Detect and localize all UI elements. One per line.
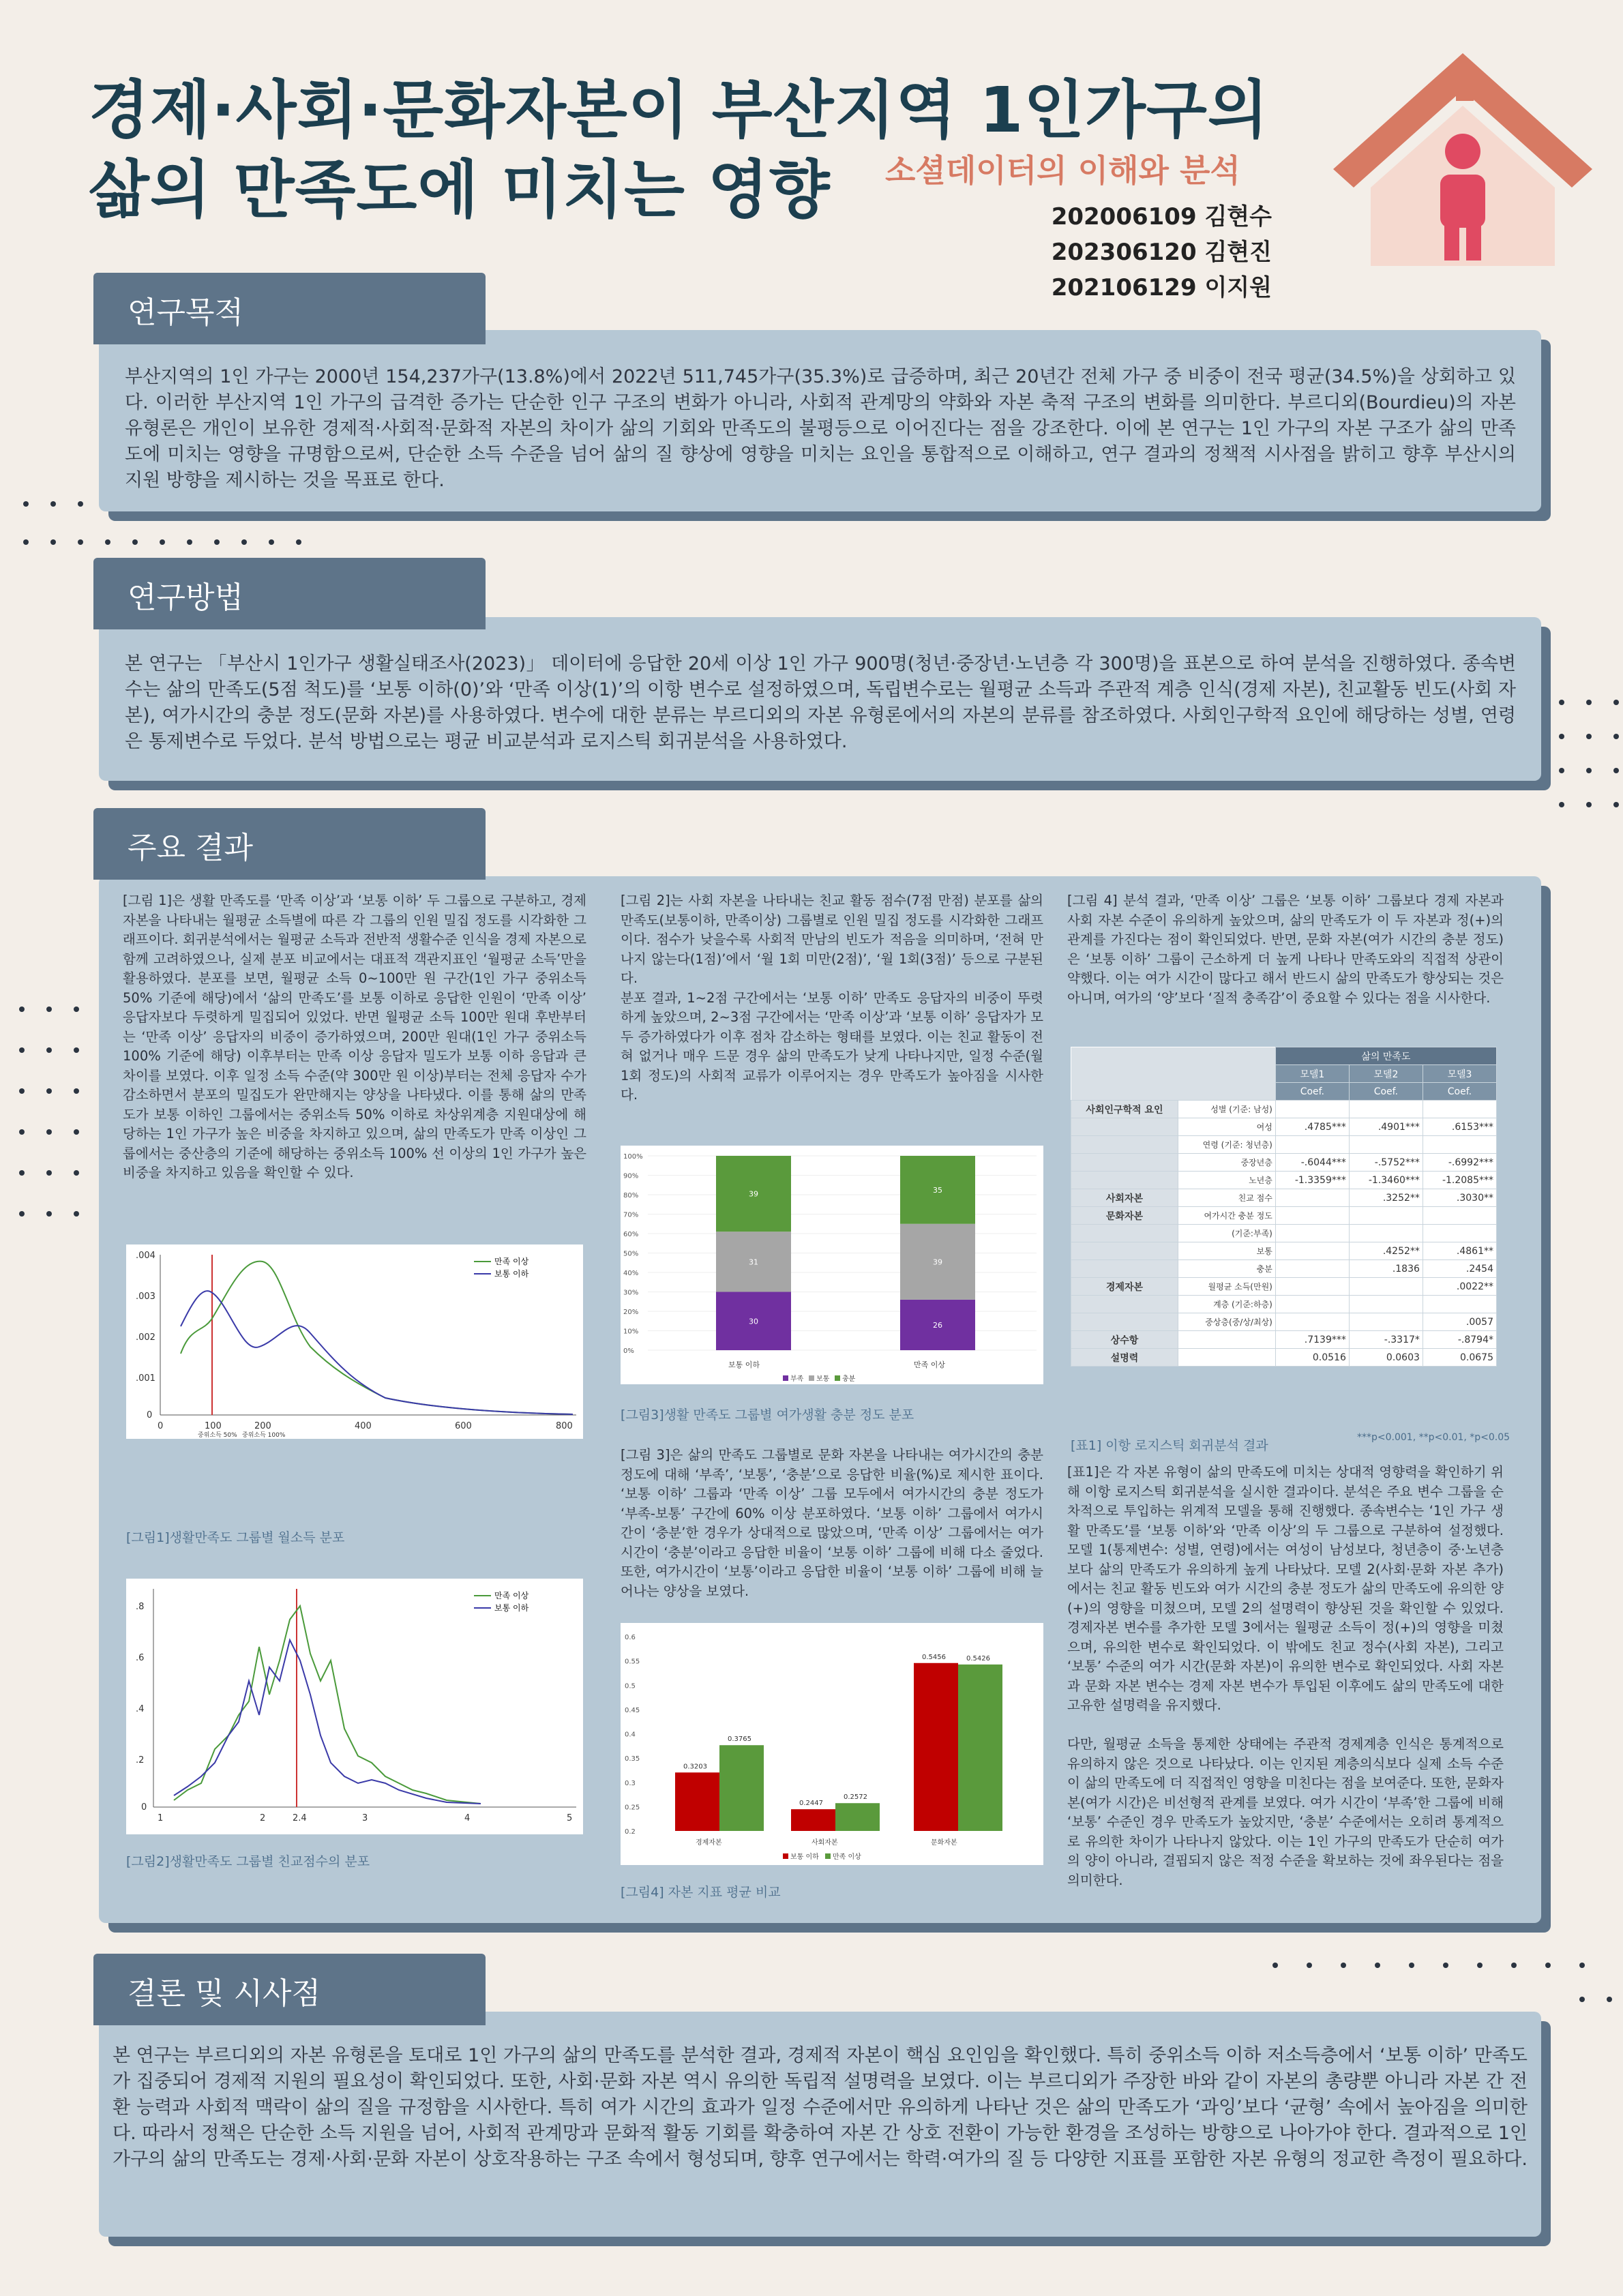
fig2-series-satisfied bbox=[174, 1606, 481, 1804]
table-cell: -1.2085*** bbox=[1423, 1172, 1496, 1189]
table-coef: Coef. bbox=[1423, 1083, 1496, 1101]
table-row bbox=[1071, 1313, 1497, 1331]
table-group bbox=[1071, 1118, 1178, 1136]
fig3-data-label: 35 bbox=[933, 1185, 942, 1195]
table-row bbox=[1071, 1154, 1497, 1172]
table-row bbox=[1071, 1207, 1497, 1225]
poster-subtitle: 소셜데이터의 이해와 분석 bbox=[885, 152, 1240, 189]
fig4-legend: 만족 이상 bbox=[833, 1853, 861, 1861]
fig3-ytick: 0% bbox=[623, 1347, 634, 1355]
table-variable: 중상층(중/상/최상) bbox=[1178, 1313, 1275, 1331]
fig1-xtick: 400 bbox=[355, 1421, 372, 1431]
fig1-legend: 만족 이상 bbox=[494, 1257, 529, 1266]
table-cell: .3030** bbox=[1423, 1189, 1496, 1207]
table-cell: .4785*** bbox=[1275, 1118, 1349, 1136]
table-cell bbox=[1275, 1260, 1349, 1278]
table-cell: .6153*** bbox=[1423, 1118, 1496, 1136]
fig4-bar bbox=[719, 1745, 764, 1831]
table-cell bbox=[1275, 1242, 1349, 1260]
fig2-xtick: 2.4 bbox=[293, 1813, 307, 1823]
fig1-series-satisfied bbox=[181, 1262, 573, 1414]
table-variable: 충분 bbox=[1178, 1260, 1275, 1278]
table-group bbox=[1071, 1260, 1178, 1278]
table-group bbox=[1071, 1242, 1178, 1260]
fig1-ytick: .003 bbox=[136, 1292, 155, 1302]
table-row bbox=[1071, 1101, 1497, 1118]
fig4-ytick: 0.5 bbox=[625, 1682, 636, 1690]
fig4-caption: [그림4] 자본 지표 평균 비교 bbox=[621, 1885, 781, 1900]
fig2-ytick: .8 bbox=[136, 1602, 145, 1612]
fig3-ytick: 50% bbox=[623, 1250, 639, 1258]
table-group bbox=[1071, 1225, 1178, 1242]
fig3-ytick: 20% bbox=[623, 1309, 639, 1316]
table1-caption: [표1] 이항 로지스틱 회귀분석 결과 bbox=[1071, 1438, 1268, 1453]
table-cell bbox=[1349, 1313, 1423, 1331]
fig1-series-normal bbox=[181, 1291, 573, 1414]
table-variable: (기준:부족) bbox=[1178, 1225, 1275, 1242]
table-cell bbox=[1275, 1296, 1349, 1313]
table-row bbox=[1071, 1189, 1497, 1207]
fig1-svg bbox=[126, 1244, 583, 1439]
table-variable: 성별 (기준: 남성) bbox=[1178, 1101, 1275, 1118]
fig3-legend: 보통 bbox=[816, 1375, 830, 1383]
table-variable: 여가시간 충분 정도 bbox=[1178, 1207, 1275, 1225]
table-variable bbox=[1178, 1331, 1275, 1349]
table-cell: .4901*** bbox=[1349, 1118, 1423, 1136]
fig4-legend: 보통 이하 bbox=[790, 1853, 819, 1861]
purpose-heading: 연구목적 bbox=[93, 273, 486, 344]
fig4-data-label: 0.5456 bbox=[922, 1653, 946, 1661]
table-variable: 노년층 bbox=[1178, 1172, 1275, 1189]
table-cell: .2454 bbox=[1423, 1260, 1496, 1278]
poster-title-line1: 경제·사회·문화자본이 부산지역 1인가구의 bbox=[89, 74, 1269, 147]
table-variable: 여성 bbox=[1178, 1118, 1275, 1136]
fig4-ytick: 0.35 bbox=[625, 1755, 640, 1763]
table-row bbox=[1071, 1260, 1497, 1278]
decorative-dots bbox=[14, 1002, 89, 1234]
conclusion-text: 본 연구는 부르디외의 자본 유형론을 토대로 1인 가구의 삶의 만족도를 분석한 결과, 경제적 자본이 핵심 요인임을 확인했다. 특히 중위소득 이하 저소득층에서 ‘보통 이하’ 만족도가 집중되어 경제적 지원의 필요성이 확인되었다. 또한, 사회·문화 자본 역시 유의한 독립적 설명력을 보였다. 이는 부르디외가 주장한 바와 같이 자본의 총량뿐 아니라 자본 간 전환 능력과 사회적 맥락이 삶의 질을 규정함을 시사한다. 특히 여가 시간의 효과가 일정 수준에서만 유의하게 나타난 것은 삶의 만족도가 ‘과잉’보다 ‘균형’ 속에서 높아짐을 의미한다. 따라서 정책은 단순한 소득 지원을 넘어, 사회적 관계망과 문화적 활동 기회를 확충하여 자본 간 상호 전환이 가능한 환경을 조성하는 방향으로 나아가야 한다. 결과적으로 1인 가구의 삶의 만족도는 경제·사회·문화 자본이 상호작용하는 구조 속에서 형성되며, 향후 연구에서는 학력·여가의 질 등 다양한 지표를 포함한 자본 유형의 정교한 측정이 필요하다. bbox=[113, 2045, 1528, 2170]
table-cell bbox=[1275, 1189, 1349, 1207]
table-row bbox=[1071, 1136, 1497, 1154]
table-model: 모델2 bbox=[1349, 1065, 1423, 1083]
fig2-xtick: 2 bbox=[260, 1813, 266, 1823]
fig3-ytick: 60% bbox=[623, 1231, 639, 1238]
fig1-ytick: .002 bbox=[136, 1332, 155, 1343]
table-cell: -.5752*** bbox=[1349, 1154, 1423, 1172]
fig1-annot: 중위소득 50% bbox=[198, 1432, 237, 1439]
fig4-bar bbox=[914, 1663, 958, 1831]
fig2-caption: [그림2]생활만족도 그룹별 친교점수의 분포 bbox=[126, 1854, 370, 1869]
table-cell bbox=[1275, 1225, 1349, 1242]
fig4-ytick: 0.25 bbox=[625, 1804, 640, 1812]
fig1-ytick: 0 bbox=[147, 1410, 153, 1420]
fig4-chart bbox=[621, 1623, 1043, 1865]
table-cell bbox=[1349, 1136, 1423, 1154]
fig1-xtick: 600 bbox=[455, 1421, 472, 1431]
fig3-ytick: 40% bbox=[623, 1270, 639, 1277]
fig4-xtick: 문화자본 bbox=[931, 1839, 957, 1847]
author-2: 202306120 김현진 bbox=[1051, 239, 1272, 266]
fig3-legend: 부족 bbox=[790, 1375, 804, 1383]
table-cell: .0057 bbox=[1423, 1313, 1496, 1331]
decorative-dots bbox=[1268, 1957, 1623, 2012]
table-group bbox=[1071, 1136, 1178, 1154]
purpose-panel bbox=[99, 330, 1541, 511]
fig3-data-label: 31 bbox=[749, 1257, 758, 1267]
table-cell: .1836 bbox=[1349, 1260, 1423, 1278]
table-cell bbox=[1275, 1101, 1349, 1118]
fig4-data-label: 0.2572 bbox=[844, 1793, 867, 1802]
fig4-ytick: 0.45 bbox=[625, 1706, 640, 1714]
fig4-xtick: 경제자본 bbox=[696, 1839, 722, 1847]
table-cell: .3252** bbox=[1349, 1189, 1423, 1207]
results-col2b-text: [그림 3]은 삶의 만족도 그룹별로 문화 자본을 나타내는 여가시간의 충분 정도에 대해 ‘부족’, ‘보통’, ‘충분’으로 응답한 비율(%)로 제시한 표이다. ‘보통 이하’ 그룹과 ‘만족 이상’ 그룹 모두에서 여가시간의 충분 정도가 ‘부족-보통’ 구간에 60% 이상 분포하였다. ‘보통 이하’ 그룹에서 여가시간이 ‘충분’한 경우가 상대적으로 많았으며, ‘만족 이상’ 그룹에서는 여가시간이 ‘충분’이라고 응답한 비율이 ‘보통 이하’ 그룹에 비해 다소 줄었다. 또한, 여가시간이 ‘보통’이라고 응답한 비율이 ‘보통 이하’ 그룹에 비해 늘어나는 양상을 보였다. bbox=[621, 1447, 1043, 1599]
fig2-xtick: 5 bbox=[567, 1813, 573, 1823]
fig4-svg bbox=[621, 1623, 1043, 1865]
fig2-xtick: 4 bbox=[464, 1813, 471, 1823]
purpose-text: 부산지역의 1인 가구는 2000년 154,237가구(13.8%)에서 2022년 511,745가구(35.3%)로 급증하며, 최근 20년간 전체 가구 중 비중이 전국 평균(34.5%)을 상회하고 있다. 이러한 부산지역 1인 가구의 급격한 증가는 단순한 인구 구조의 변화가 아니라, 사회적 관계망의 약화와 자본 축적 구조의 변화를 의미한다. 부르디외(Bourdieu)의 자본 유형론은 개인이 보유한 경제적·사회적·문화적 자본의 차이가 삶의 기회와 만족도의 불평등으로 이어진다는 점을 강조한다. 이에 본 연구는 1인 가구의 자본 구조가 삶의 만족도에 미치는 영향을 규명함으로써, 단순한 소득 수준을 넘어 삶의 질 향상에 영향을 미치는 요인을 통합적으로 이해하고, 연구 결과의 정책적 시사점을 밝히고 향후 부산시의 지원 방향을 제시하는 것을 목표로 한다. bbox=[125, 366, 1516, 491]
table-cell: .4252** bbox=[1349, 1242, 1423, 1260]
method-heading: 연구방법 bbox=[93, 558, 486, 629]
table-cell: -.6992*** bbox=[1423, 1154, 1496, 1172]
table-cell bbox=[1423, 1296, 1496, 1313]
fig4-data-label: 0.5426 bbox=[966, 1654, 990, 1663]
table-group bbox=[1071, 1296, 1178, 1313]
table-cell: -1.3460*** bbox=[1349, 1172, 1423, 1189]
fig3-data-label: 26 bbox=[933, 1320, 942, 1330]
fig1-xtick: 800 bbox=[556, 1421, 573, 1431]
fig4-ytick: 0.6 bbox=[625, 1634, 636, 1641]
results-panel bbox=[99, 876, 1541, 1923]
table-cell: -.3317* bbox=[1349, 1331, 1423, 1349]
table-cell: 0.0603 bbox=[1349, 1349, 1423, 1367]
fig3-xtick: 만족 이상 bbox=[914, 1360, 946, 1369]
author-3: 202106129 이지원 bbox=[1051, 274, 1272, 301]
table-cell bbox=[1349, 1296, 1423, 1313]
table-variable: 보통 bbox=[1178, 1242, 1275, 1260]
table-cell: -.8794* bbox=[1423, 1331, 1496, 1349]
table-cell bbox=[1423, 1207, 1496, 1225]
fig2-ytick: .6 bbox=[136, 1653, 145, 1663]
fig1-ytick: .004 bbox=[136, 1251, 155, 1261]
table-cell: -.6044*** bbox=[1275, 1154, 1349, 1172]
table-variable: 중장년층 bbox=[1178, 1154, 1275, 1172]
table-model: 모델3 bbox=[1423, 1065, 1496, 1083]
table-group: 상수항 bbox=[1071, 1331, 1178, 1349]
table-coef: Coef. bbox=[1275, 1083, 1349, 1101]
table-group bbox=[1071, 1313, 1178, 1331]
table-cell bbox=[1423, 1101, 1496, 1118]
fig2-ytick: .2 bbox=[136, 1755, 145, 1765]
fig1-annot: 중위소득 100% bbox=[242, 1432, 286, 1439]
poster-title-line2: 삶의 만족도에 미치는 영향 bbox=[89, 153, 831, 226]
fig4-bar bbox=[958, 1665, 1002, 1831]
fig1-chart bbox=[126, 1244, 583, 1439]
fig2-xtick: 3 bbox=[362, 1813, 368, 1823]
table-group: 사회자본 bbox=[1071, 1189, 1178, 1207]
table-variable: 계층 (기준:하층) bbox=[1178, 1296, 1275, 1313]
results-col1-text: [그림 1]은 생활 만족도를 ‘만족 이상’과 ‘보통 이하’ 두 그룹으로 구분하고, 경제 자본을 나타내는 월평균 소득별에 따른 각 그룹의 인원 밀집 정도를 시각화한 그래프이다. 회귀분석에서는 월평균 소득과 전반적 생활수준 인식을 경제 자본으로 함께 고려하였으나, 실제 분포 비교에서는 대표적 객관지표인 ‘월평균 소득’만을 활용하였다. 분포를 보면, 월평균 소득 0~100만 원 구간(1인 가구 중위소득 50% 기준에 해당)에서 ‘삶의 만족도’를 보통 이하로 응답한 인원이 ‘만족 이상’ 응답자보다 두렷하게 밀집되어 있었다. 반면 월평균 소득 100만 원대 후반부터는 ‘만족 이상’ 응답자의 비중이 증가하였으며, 200만 원대(1인 가구 중위소득 100% 기준에 해당) 이후부터는 만족 이상 응답자 밀도가 보통 이하 응답과 큰 차이를 보였다. 이후 일정 소득 수준(약 300만 원 이상)부터는 전체 응답자 수가 감소하면서 분포의 밀집도가 완만해지는 양상을 나타냈다. 이를 통해 삶의 만족도가 보통 이하인 그룹에서는 중위소득 50% 이하로 차상위계층 지원대상에 해당하는 1인 가구가 높은 비중을 차지하고 있으며, 삶의 만족도가 만족 이상인 그룹에서는 중산층의 기준에 해당하는 중위소득 100% 선 이상의 1인 가구가 높은 비중을 차지하고 있음을 확인할 수 있다. bbox=[123, 893, 586, 1180]
fig2-ytick: 0 bbox=[141, 1802, 147, 1813]
author-1: 202006109 김현수 bbox=[1051, 203, 1272, 230]
fig1-xtick: 100 bbox=[205, 1421, 222, 1431]
table-variable bbox=[1178, 1349, 1275, 1367]
fig4-ytick: 0.3 bbox=[625, 1779, 636, 1787]
fig1-legend: 보통 이하 bbox=[494, 1269, 529, 1279]
fig3-ytick: 30% bbox=[623, 1289, 639, 1297]
table-cell bbox=[1275, 1207, 1349, 1225]
fig4-bar bbox=[791, 1809, 835, 1831]
table-cell bbox=[1349, 1207, 1423, 1225]
fig1-xtick: 0 bbox=[158, 1421, 164, 1431]
fig2-legend: 만족 이상 bbox=[494, 1591, 529, 1600]
table-cell: 0.0516 bbox=[1275, 1349, 1349, 1367]
table-cell bbox=[1423, 1225, 1496, 1242]
fig3-data-label: 39 bbox=[749, 1189, 758, 1199]
table-variable: 연령 (기준: 청년층) bbox=[1178, 1136, 1275, 1154]
table-cell bbox=[1349, 1278, 1423, 1296]
table-group: 문화자본 bbox=[1071, 1207, 1178, 1225]
fig3-legend: 충분 bbox=[842, 1375, 856, 1383]
fig3-ytick: 70% bbox=[623, 1211, 639, 1219]
decorative-dots bbox=[1548, 689, 1623, 818]
fig4-ytick: 0.4 bbox=[625, 1731, 636, 1739]
fig3-ytick: 80% bbox=[623, 1192, 639, 1199]
table-variable: 월평균 소득(만원) bbox=[1178, 1278, 1275, 1296]
fig2-chart bbox=[126, 1579, 583, 1834]
fig4-bar bbox=[835, 1803, 880, 1831]
table-row bbox=[1071, 1225, 1497, 1242]
fig3-data-label: 39 bbox=[933, 1257, 942, 1267]
fig2-series-normal bbox=[174, 1640, 481, 1804]
table-row bbox=[1071, 1278, 1497, 1296]
fig3-xtick: 보통 이하 bbox=[728, 1360, 760, 1369]
fig2-ytick: .4 bbox=[136, 1704, 145, 1714]
table-cell bbox=[1275, 1278, 1349, 1296]
table-group: 경제자본 bbox=[1071, 1278, 1178, 1296]
fig3-data-label: 30 bbox=[749, 1317, 758, 1326]
fig1-ytick: .001 bbox=[136, 1373, 155, 1384]
conclusion-heading: 결론 및 시사점 bbox=[93, 1954, 486, 2025]
fig1-xtick: 200 bbox=[254, 1421, 271, 1431]
fig2-xtick: 1 bbox=[158, 1813, 164, 1823]
conclusion-panel bbox=[99, 2012, 1541, 2237]
table-cell bbox=[1349, 1101, 1423, 1118]
table-cell: .4861** bbox=[1423, 1242, 1496, 1260]
fig3-chart bbox=[621, 1146, 1043, 1384]
table-cell: .0022** bbox=[1423, 1278, 1496, 1296]
table-cell: 0.0675 bbox=[1423, 1349, 1496, 1367]
results-heading: 주요 결과 bbox=[93, 808, 486, 880]
table-header: 삶의 만족도 bbox=[1275, 1047, 1496, 1065]
table-model: 모델1 bbox=[1275, 1065, 1349, 1083]
fig3-ytick: 10% bbox=[623, 1328, 639, 1336]
house-person-icon bbox=[1323, 48, 1603, 273]
fig4-ytick: 0.2 bbox=[625, 1828, 636, 1836]
fig2-svg bbox=[126, 1579, 583, 1834]
fig4-bar bbox=[675, 1772, 719, 1831]
fig3-svg bbox=[621, 1146, 1043, 1384]
table-row bbox=[1071, 1331, 1497, 1349]
table-cell bbox=[1275, 1136, 1349, 1154]
table-cell bbox=[1423, 1136, 1496, 1154]
table-variable: 친교 점수 bbox=[1178, 1189, 1275, 1207]
results-col3b-text: [표1]은 각 자본 유형이 삶의 만족도에 미치는 상대적 영향력을 확인하기 위해 이항 로지스틱 회귀분석을 실시한 결과이다. 분석은 주요 변수 그룹을 순차적으로 투입하는 위계적 모델을 통해 진행했다. 종속변수는 ‘1인 가구 생활 만족도’를 ‘보통 이하’와 ‘만족 이상’의 두 그룹으로 구분하여 설정했다. 모델 1(통제변수: 성별, 연령)에서는 여성이 남성보다, 청년층이 중·노년층보다 삶의 만족도가 유의하게 높게 나타났다. 모델 2(사회·문화 자본 추가)에서는 친교 활동 빈도와 여가 시간의 충분 정도가 삶의 만족도에 유의한 양(+)의 영향을 미쳤으며, 모델 2의 설명력이 향상된 것을 확인할 수 있었다. 경제자본 변수를 추가한 모델 3에서는 월평균 소득이 정(+)의 영향을 미쳤으며, 유의한 변수로 확인되었다. 이 밖에도 친교 정수(사회 자본), 그리고 ‘보통’ 수준의 여가 시간(문화 자본)이 유의한 변수로 확인되었다. 사회 자본과 문화 자본 변수는 경제 자본 변수가 투입된 이후에도 삶의 만족도에 대한 고유한 설명력을 유지했다. 다만, 월평균 소득을 통제한 상태에는 주관적 경제계층 인식은 통계적으로 유의하지 않은 것으로 나타났다. 이는 인지된 계층의식보다 실제 소득 수준이 삶의 만족도에 더 직접적인 영향을 미친다는 점을 보여준다. 또한, 문화자본(여가 시간)은 비선형적 관계를 보였다. 여가 시간이 ‘부족’한 그룹에 비해 ‘보통’ 수준인 경우 만족도가 높았지만, ‘충분’ 수준에서는 오히려 통계적으로 유의한 차이가 나타나지 않았다. 이는 1인 가구의 만족도가 단순히 여가의 양이 아니라, 결핍되지 않은 적정 수준을 확보하는 것에 좌우된다는 점을 의미한다. bbox=[1067, 1464, 1504, 1888]
table-group bbox=[1071, 1154, 1178, 1172]
fig4-data-label: 0.3203 bbox=[683, 1763, 707, 1771]
table1-significance: ***p<0.001, **p<0.01, *p<0.05 bbox=[1357, 1432, 1510, 1443]
fig1-caption: [그림1]생활만족도 그룹별 월소득 분포 bbox=[126, 1530, 345, 1545]
method-text: 본 연구는 「부산시 1인가구 생활실태조사(2023)」 데이터에 응답한 20세 이상 1인 가구 900명(청년·중장년·노년층 각 300명)을 표본으로 하여 분석을 진행하였다. 종속변수는 삶의 만족도(5점 척도)를 ‘보통 이하(0)’와 ‘만족 이상(1)’의 이항 변수로 설정하였으며, 독립변수로는 월평균 소득과 주관적 계층 인식(경제 자본), 친교활동 빈도(사회 자본), 여가시간의 충분 정도(문화 자본)를 사용하였다. 변수에 대한 분류는 부르디외의 자본 유형론에서의 자본의 분류를 참조하였다. 사회인구학적 요인에 해당하는 성별, 연령은 통제변수로 두었다. 분석 방법으로는 평균 비교분석과 로지스틱 회귀분석을 사용하였다. bbox=[125, 653, 1516, 752]
table-row bbox=[1071, 1242, 1497, 1260]
fig3-caption: [그림3]생활 만족도 그룹별 여가생활 충분 정도 분포 bbox=[621, 1407, 914, 1422]
fig4-xtick: 사회자본 bbox=[812, 1839, 838, 1847]
table-cell: .7139*** bbox=[1275, 1331, 1349, 1349]
results-col3a-text: [그림 4] 분석 결과, ‘만족 이상’ 그룹은 ‘보통 이하’ 그룹보다 경제 자본과 사회 자본 수준이 유의하게 높았으며, 삶의 만족도가 이 두 자본과 정(+)의 관계를 가진다는 점이 확인되었다. 반면, 문화 자본(여가 시간의 충분 정도)은 ‘보통 이하’ 그룹이 근소하게 더 높게 나타나 만족도와의 직접적 상관이 약했다. 이는 여가 시간이 많다고 해서 반드시 삶의 만족도가 향상되는 것은 아니며, 여가의 ‘양’보다 ‘질적 충족감’이 중요할 수 있다는 점을 시사한다. bbox=[1067, 893, 1504, 1006]
table-cell bbox=[1275, 1313, 1349, 1331]
fig4-data-label: 0.3765 bbox=[728, 1735, 751, 1744]
table-cell bbox=[1349, 1225, 1423, 1242]
table-cell: -1.3359*** bbox=[1275, 1172, 1349, 1189]
table-row bbox=[1071, 1349, 1497, 1367]
fig3-ytick: 90% bbox=[623, 1172, 639, 1180]
table-row bbox=[1071, 1172, 1497, 1189]
method-panel bbox=[99, 617, 1541, 781]
table-group: 사회인구학적 요인 bbox=[1071, 1101, 1178, 1118]
table-row bbox=[1071, 1118, 1497, 1136]
fig4-data-label: 0.2447 bbox=[799, 1800, 823, 1808]
table-group: 설명력 bbox=[1071, 1349, 1178, 1367]
table-row bbox=[1071, 1296, 1497, 1313]
fig2-legend: 보통 이하 bbox=[494, 1603, 529, 1613]
fig4-ytick: 0.55 bbox=[625, 1658, 640, 1666]
table-coef: Coef. bbox=[1349, 1083, 1423, 1101]
results-col2a-text: [그림 2]는 사회 자본을 나타내는 친교 활동 점수(7점 만점) 분포를 삶의 만족도(보통이하, 만족이상) 그룹별로 인원 밀집 정도를 시각화한 그래프이다. 점수가 낮을수록 사회적 만남의 빈도가 적음을 의미하며, ‘전혀 만나지 않는다(1점)’에서 ‘월 1회 미만(2점)’, ‘월 1회(3점)’ 등으로 구분된다. 분포 결과, 1~2점 구간에서는 ‘보통 이하’ 만족도 응답자의 비중이 뚜렷하게 높았으며, 2~3점 구간에서는 ‘만족 이상’과 ‘보통 이하’ 응답자가 모두 증가하였다가 이후 점차 감소하는 형태를 보였다. 이는 친교 활동이 전혀 없거나 매우 드문 경우 삶의 만족도가 낮게 나타나지만, 일정 수준(월 1회 정도)의 사회적 교류가 이루어지는 경우 만족도가 높아짐을 시사한다. bbox=[621, 893, 1043, 1103]
regression-table bbox=[1071, 1047, 1497, 1367]
table-group bbox=[1071, 1172, 1178, 1189]
fig3-ytick: 100% bbox=[623, 1153, 643, 1161]
